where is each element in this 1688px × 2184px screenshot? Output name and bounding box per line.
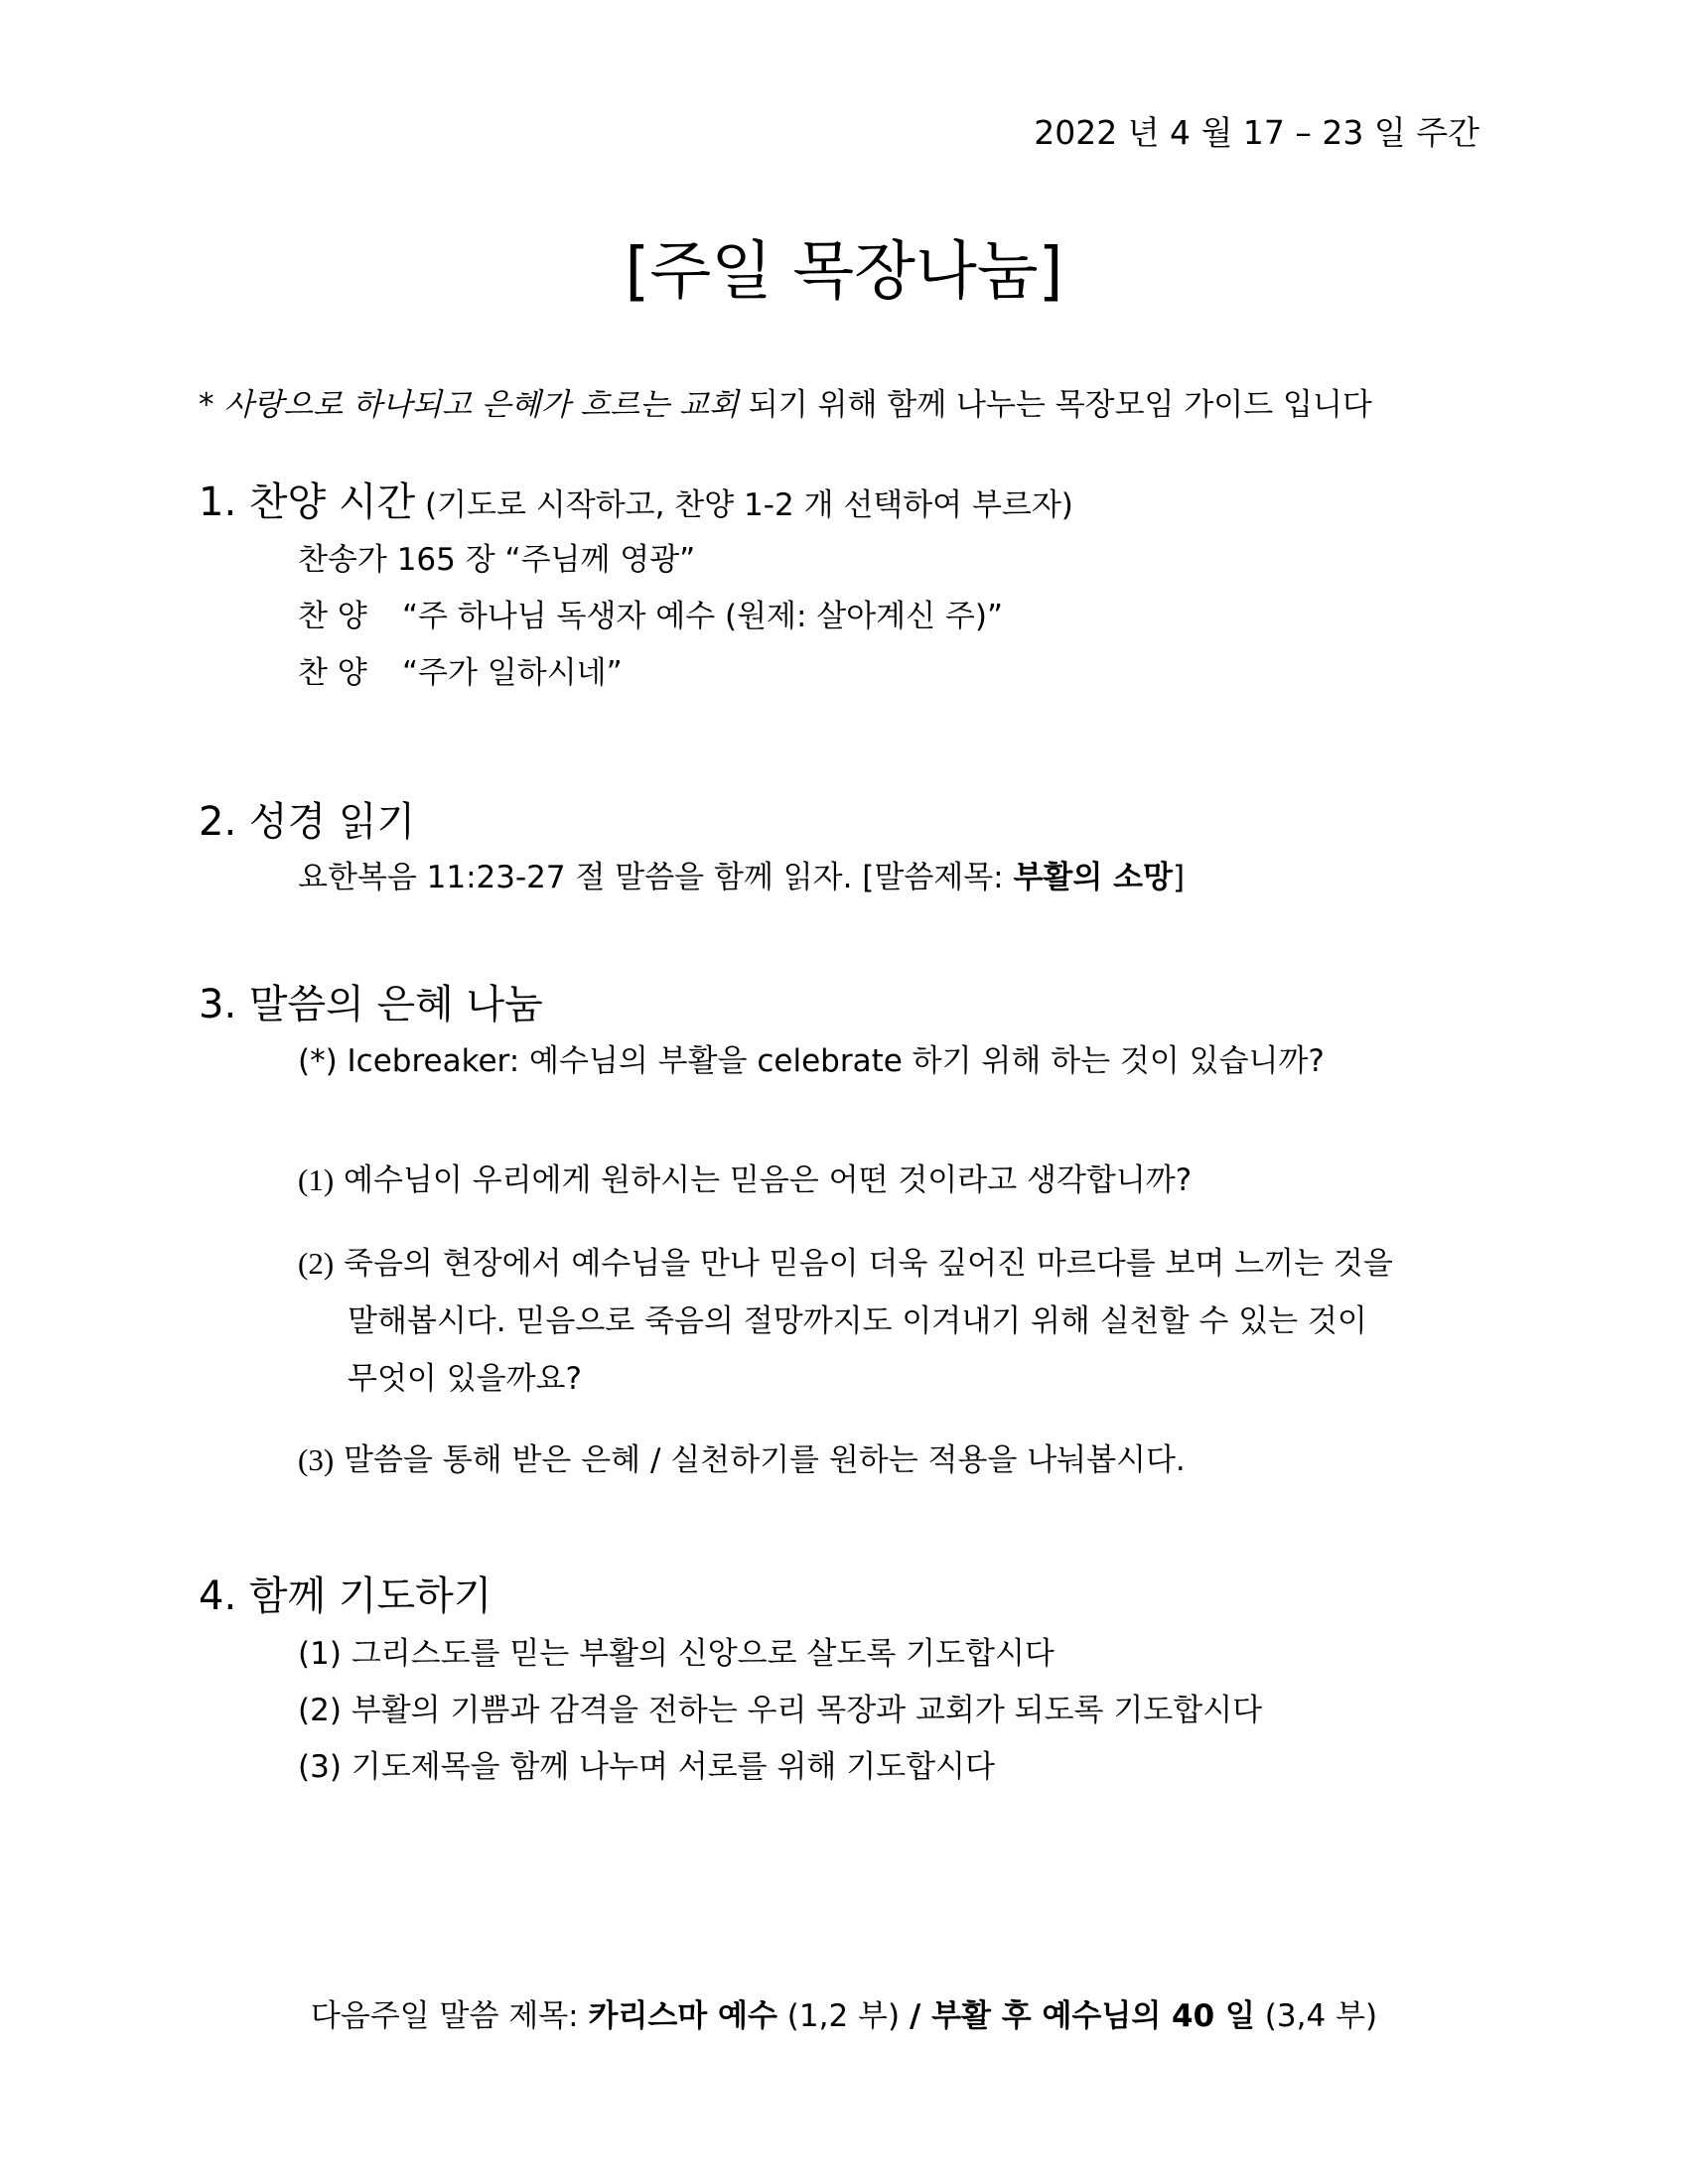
- prayer-item-1: (1) 그리스도를 믿는 부활의 신앙으로 살도록 기도합시다: [298, 1636, 1055, 1672]
- prayer-item-3: (3) 기도제목을 함께 나누며 서로를 위해 기도합시다: [298, 1749, 995, 1785]
- hymn-tag: 찬송가 165 장: [298, 542, 495, 578]
- section-1-note: (기도로 시작하고, 찬양 1-2 개 선택하여 부르자): [415, 487, 1073, 523]
- question-2: [298, 1235, 1499, 1408]
- sermon-title: 부활의 소망: [1013, 860, 1174, 895]
- question-2-text-line2: 말해봅시다. 믿음으로 죽음의 절망까지도 이겨내기 위해 실천할 수 있는 것이: [348, 1303, 1367, 1339]
- section-4-heading: 4. 함께 기도하기: [199, 1573, 492, 1619]
- question-2-text-line1: 죽음의 현장에서 예수님을 만나 믿음이 더욱 깊어진 마르다를 보며 느끼는 것을: [334, 1246, 1393, 1282]
- intro-line: [199, 379, 1372, 424]
- section-1-heading: [199, 471, 1073, 527]
- intro-prefix: *: [199, 387, 224, 423]
- next-sermon-line: [0, 1990, 1688, 2035]
- question-1: [298, 1152, 1499, 1209]
- reading-close: ]: [1173, 860, 1186, 895]
- intro-rest: 되기 위해 함께 나누는 목장모임 가이드 입니다: [738, 387, 1372, 423]
- icebreaker-question: (*) Icebreaker: 예수님의 부활을 celebrate 하기 위해 하는 것이 있습니까?: [298, 1043, 1325, 1079]
- next-sermon-title-1: 카리스마 예수: [588, 1998, 777, 2034]
- song-line-2: [298, 647, 623, 692]
- question-1-text: 예수님이 우리에게 원하시는 믿음은 어떤 것이라고 생각합니까?: [334, 1162, 1193, 1198]
- next-sermon-separator: /: [909, 1998, 932, 2034]
- song-tag-2: 찬 양: [298, 655, 367, 691]
- question-3-number: (3): [298, 1442, 335, 1477]
- next-sermon-part-1: (1,2 부): [776, 1998, 910, 2034]
- song-tag-1: 찬 양: [298, 599, 367, 634]
- page-title: [주일 목장나눔]: [625, 235, 1063, 309]
- question-3-text: 말씀을 통해 받은 은혜 / 실천하기를 원하는 적용을 나눠봅시다.: [334, 1442, 1186, 1478]
- date-range: 2022 년 4 월 17 – 23 일 주간: [1034, 113, 1479, 152]
- song-title-2: “주가 일하시네”: [402, 655, 623, 691]
- song-line-1: [298, 591, 1003, 635]
- next-sermon-title-2: 부활 후 예수님의 40 일: [931, 1998, 1255, 2034]
- section-3-heading: 3. 말씀의 은혜 나눔: [199, 982, 543, 1027]
- question-2-text-line3: 무엇이 있을까요?: [348, 1361, 582, 1397]
- song-title-1: “주 하나님 독생자 예수 (원제: 살아계신 주)”: [402, 599, 1004, 634]
- next-sermon-part-2: (3,4 부): [1254, 1998, 1378, 2034]
- question-2-number: (2): [298, 1246, 335, 1281]
- reading-text: 요한복음 11:23-27 절 말씀을 함께 읽자. [말씀제목:: [298, 860, 1014, 895]
- reading-line: [298, 852, 1185, 896]
- question-3: [298, 1432, 1499, 1489]
- prayer-item-2: (2) 부활의 기쁨과 감격을 전하는 우리 목장과 교회가 되도록 기도합시다: [298, 1693, 1263, 1728]
- hymn-line: [298, 534, 695, 579]
- section-1-title: 1. 찬양 시간: [199, 479, 416, 525]
- section-2-heading: 2. 성경 읽기: [199, 799, 416, 845]
- intro-italic: 사랑으로 하나되고 은혜가 흐르는 교회: [223, 387, 739, 423]
- next-sermon-label: 다음주일 말씀 제목:: [310, 1998, 589, 2034]
- hymn-title: “주님께 영광”: [494, 542, 696, 578]
- question-1-number: (1): [298, 1162, 335, 1197]
